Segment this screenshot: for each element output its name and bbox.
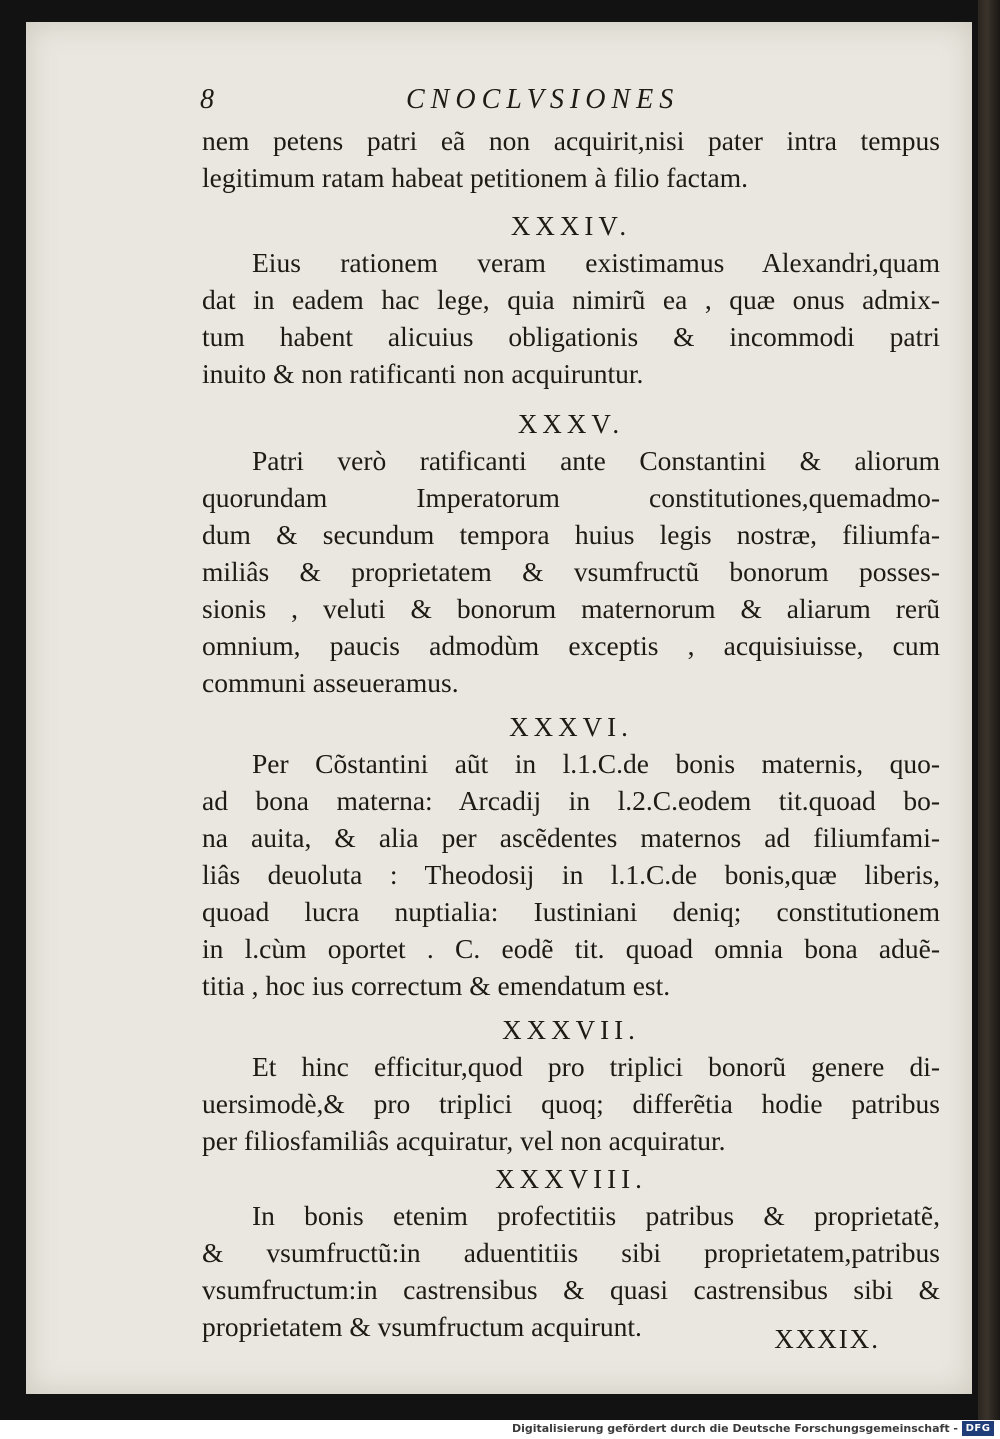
- section-heading: XXXV.: [517, 409, 625, 439]
- section-xxxvii: [202, 1012, 940, 1159]
- text-line: quoad lucra nuptialia: Iustiniani deniq; constitutionem: [202, 896, 940, 927]
- page-header: [186, 84, 946, 124]
- text-line: liâs deuoluta : Theodosij in l.1.C.de bonis,quæ liberis,: [202, 859, 940, 890]
- book-page: [26, 22, 972, 1394]
- text-line: inuito & non ratificanti non acquiruntur.: [202, 358, 644, 389]
- text-line: ad bona materna: Arcadij in l.2.C.eodem tit.quoad bo-: [202, 785, 940, 816]
- text-line: na auita, & alia per ascẽdentes maternos ad filiumfami-: [202, 822, 940, 853]
- text-line: sionis , veluti & bonorum maternorum & aliarum rerũ: [202, 593, 940, 624]
- text-line: uersimodè,& pro triplici quoq; differẽtia hodie patribus: [202, 1088, 940, 1119]
- section-xxxv: [202, 406, 940, 701]
- text-line: Et hinc efficitur,quod pro triplici bonorũ genere di-: [252, 1051, 940, 1082]
- text-line: proprietatem & vsumfructum acquirunt.: [202, 1311, 642, 1342]
- catchword: XXXIX.: [774, 1324, 880, 1354]
- text-line: titia , hoc ius correctum & emendatum est.: [202, 970, 671, 1001]
- section-xxxiv: [202, 208, 940, 392]
- dfg-logo: DFG: [962, 1421, 994, 1436]
- text-line: vsumfructum:in castrensibus & quasi castrensibus sibi &: [202, 1274, 940, 1305]
- text-line: communi asseueramus.: [202, 667, 459, 698]
- section-xxxviii: [202, 1161, 940, 1345]
- page-number: 8: [200, 84, 214, 115]
- section-heading: XXXVII.: [502, 1015, 640, 1045]
- text-line: legitimum ratam habeat petitionem à filio factam.: [202, 162, 748, 193]
- text-line: In bonis etenim profectitiis patribus & proprietatẽ,: [252, 1200, 940, 1231]
- text-line: in l.cùm oportet . C. eodẽ tit. quoad omnia bona aduẽ-: [202, 933, 940, 964]
- text-line: Eius rationem veram existimamus Alexandri,quam: [252, 247, 940, 278]
- text-line: tum habent alicuius obligationis & incommodi patri: [202, 321, 940, 352]
- text-line: miliâs & proprietatem & vsumfructũ bonorum posses-: [202, 556, 940, 587]
- text-line: quorundam Imperatorum constitutiones,quemadmo-: [202, 482, 940, 513]
- running-title: CNOCLVSIONES: [406, 84, 680, 115]
- section-continuation: [202, 122, 940, 196]
- text-line: Patri verò ratificanti ante Constantini & aliorum: [252, 445, 940, 476]
- digitization-footer: [0, 1420, 1000, 1439]
- text-line: per filiosfamiliâs acquiratur, vel non acquiratur.: [202, 1125, 726, 1156]
- text-line: Per Cõstantini aũt in l.1.C.de bonis maternis, quo-: [252, 748, 940, 779]
- section-heading: XXXVI.: [509, 712, 633, 742]
- page-body: [202, 122, 940, 1345]
- text-line: & vsumfructũ:in aduentitiis sibi proprietatem,patribus: [202, 1237, 940, 1268]
- text-line: dat in eadem hac lege, quia nimirũ ea , quæ onus admix-: [202, 284, 940, 315]
- section-heading: XXXVIII.: [495, 1164, 647, 1194]
- section-heading: XXXIV.: [510, 211, 632, 241]
- text-line: omnium, paucis admodùm exceptis , acquisiuisse, cum: [202, 630, 940, 661]
- text-line: nem petens patri eã non acquirit,nisi pater intra tempus: [202, 125, 940, 156]
- funding-credit: Digitalisierung gefördert durch die Deutsche Forschungsgemeinschaft -: [511, 1422, 958, 1435]
- text-line: dum & secundum tempora huius legis nostræ, filiumfa-: [202, 519, 940, 550]
- section-xxxvi: [202, 709, 940, 1004]
